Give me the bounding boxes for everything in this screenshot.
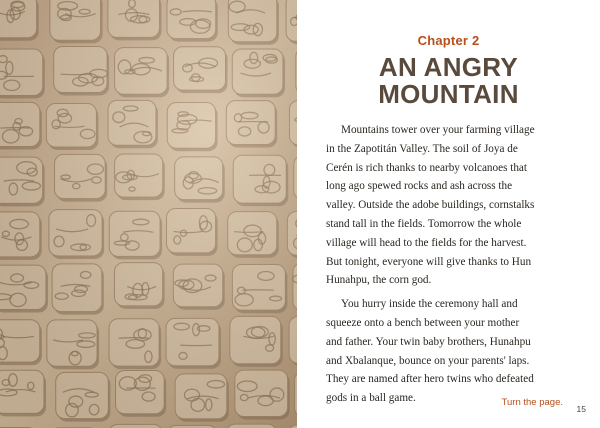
text-line: Hunahpu, the corn god. (326, 274, 432, 287)
text-line: and father. Your twin baby brothers, Hunahpu (326, 335, 531, 348)
text-line: They are named after hero twins who defeated (326, 373, 534, 386)
chapter-body (326, 121, 588, 413)
paragraph (326, 295, 588, 408)
text-line: long ago spewed rocks and ash across the (326, 180, 513, 193)
text-line: squeeze onto a bench between your mother (326, 316, 520, 329)
stone-lighting (0, 0, 297, 428)
paragraph (326, 121, 588, 290)
page-number: 15 (576, 404, 586, 414)
chapter-title-line: MOUNTAIN (378, 79, 519, 109)
chapter-title-line: AN ANGRY (378, 52, 519, 82)
text-line: You hurry inside the ceremony hall and (341, 298, 518, 311)
text-line: gods in a ball game. (326, 392, 416, 405)
text-line: Cerén is rich thanks to nearby volcanoes that (326, 161, 528, 174)
maya-glyph-stone-photo (0, 0, 297, 428)
text-line: in the Zapotitán Valley. The soil of Joya de (326, 142, 518, 155)
text-line: stand tall in the fields. Tomorrow the whole (326, 217, 522, 230)
text-line: valley. Outside the adobe buildings, cornstalks (326, 199, 535, 212)
text-line: Mountains tower over your farming village (341, 124, 535, 136)
chapter-label: Chapter 2 (417, 33, 480, 48)
text-line: village will head to the fields for the harvest. (326, 236, 527, 249)
turn-page-prompt[interactable]: Turn the page. (501, 397, 563, 408)
chapter-title (297, 54, 600, 108)
text-page (297, 0, 600, 428)
text-line: and Xbalanque, bounce on your parents' laps. (326, 354, 530, 367)
text-line: But tonight, everyone will give thanks to Hun (326, 255, 532, 268)
glyph-stone-illustration (0, 0, 297, 428)
